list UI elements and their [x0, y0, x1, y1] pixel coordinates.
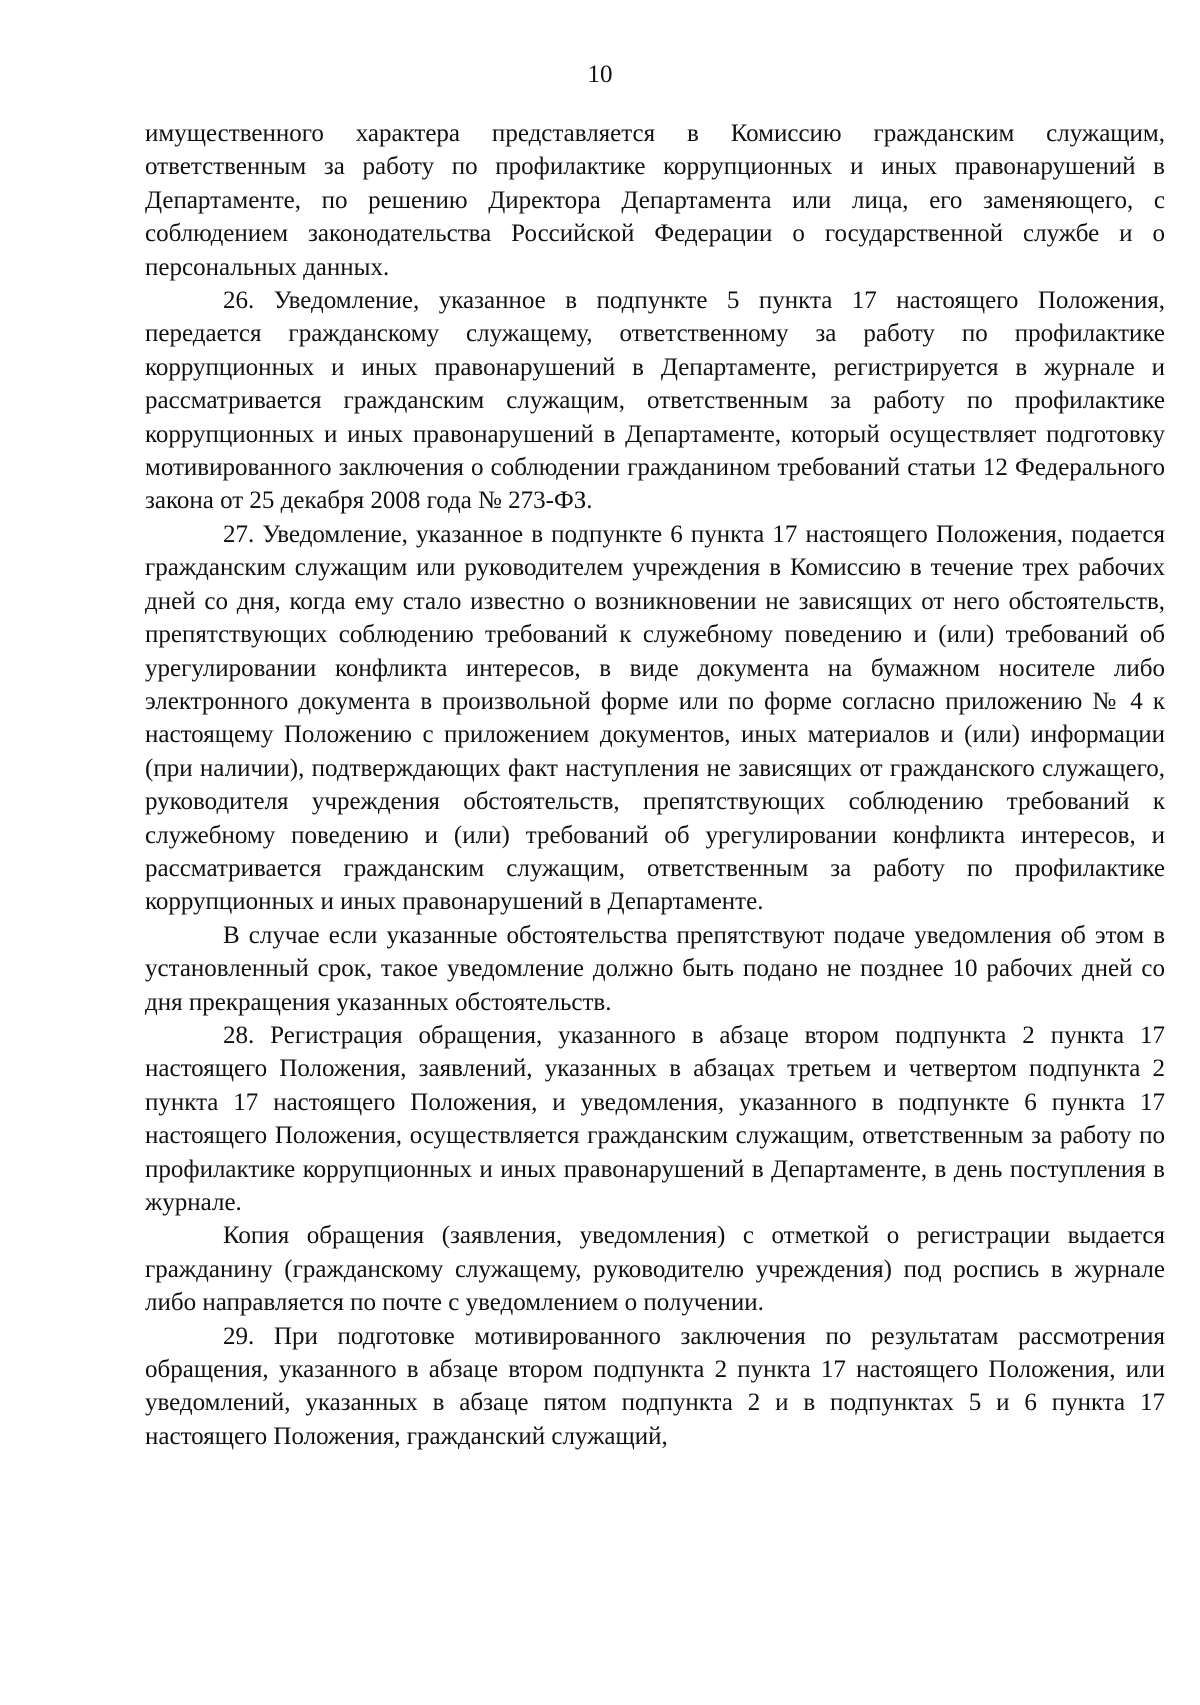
paragraph-29: 29. При подготовке мотивированного заключения по результатам рассмотрения обращения, указанного в абзаце втором подпункта 2 пункта 17 настоящего Положения, или уведомлений, указанных в абзаце пятом подпункта 2 и в подпунктах 5 и 6 пункта 17 настоящего Положения, гражданский служащий, [145, 1322, 1165, 1450]
paragraph-28: 28. Регистрация обращения, указанного в абзаце втором подпункта 2 пункта 17 настоящего Положения, заявлений, указанных в абзацах третьем и четвертом подпункта 2 пункта 17 настоящего Положения, и уведомления, указанного в подпункте 6 пункта 17 настоящего Положения, осуществляется гражданским служащим, ответственным за работу по профилактике коррупционных и иных правонарушений в Департаменте, в день поступления в журнале. [145, 1021, 1165, 1216]
paragraph-28-copy: Копия обращения (заявления, уведомления) с отметкой о регистрации выдается гражданину (гражданскому служащему, руководителю учреждения) под роспись в журнале либо направляется по почте с уведомлением о получении. [145, 1222, 1165, 1317]
paragraph-27-note: В случае если указанные обстоятельства препятствуют подаче уведомления об этом в установленный срок, такое уведомление должно быть подано не позднее 10 рабочих дней со дня прекращения указанных обстоятельств. [145, 921, 1165, 1016]
page-number: 10 [587, 61, 613, 88]
paragraph-26: 26. Уведомление, указанное в подпункте 5 пункта 17 настоящего Положения, передается гражданскому служащему, ответственному за работу по профилактике коррупционных и иных правонарушений в Департаменте, регистрируется в журнале и рассматривается гражданским служащим, ответственным за работу по профилактике коррупционных и иных правонарушений в Департаменте, который осуществляет подготовку мотивированного заключения о соблюдении гражданином требований статьи 12 Федерального закона от 25 декабря 2008 года № 273-ФЗ. [145, 287, 1165, 515]
paragraph-27: 27. Уведомление, указанное в подпункте 6 пункта 17 настоящего Положения, подается гражданским служащим или руководителем учреждения в Комиссию в течение трех рабочих дней со дня, когда ему стало известно о возникновении не зависящих от него обстоятельств, препятствующих соблюдению требований к служебному поведению и (или) требований об урегулировании конфликта интересов, в виде документа на бумажном носителе либо электронного документа в произвольной форме или по форме согласно приложению № 4 к настоящему Положению с приложением документов, иных материалов и (или) информации (при наличии), подтверждающих факт наступления не зависящих от гражданского служащего, руководителя учреждения обстоятельств, препятствующих соблюдению требований к служебному поведению и (или) требований об урегулировании конфликта интересов, и рассматривается гражданским служащим, ответственным за работу по профилактике коррупционных и иных правонарушений в Департаменте. [145, 520, 1165, 916]
paragraph-continuation: имущественного характера представляется в Комиссию гражданским служащим, ответственным за работу по профилактике коррупционных и иных правонарушений в Департаменте, по решению Директора Департамента или лица, его заменяющего, с соблюдением законодательства Российской Федерации о государственной службе и о персональных данных. [145, 120, 1165, 281]
document-body [145, 117, 1165, 1453]
